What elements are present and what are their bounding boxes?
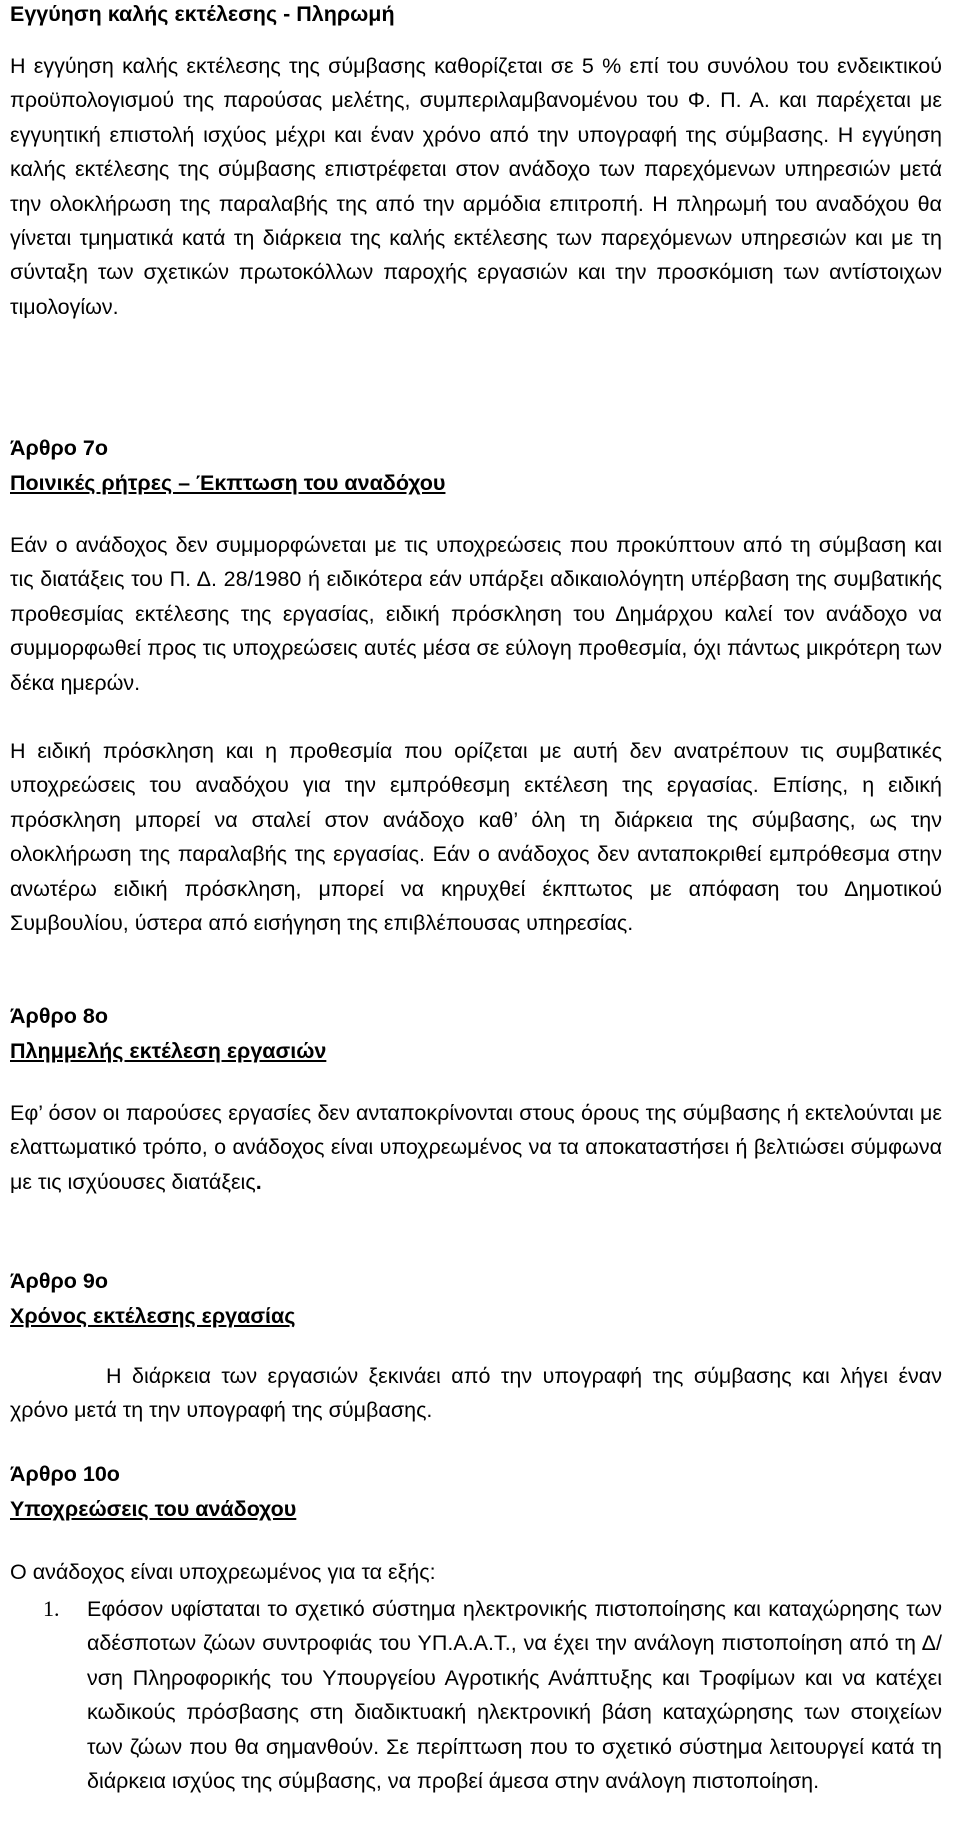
article-8-final-period: . [255, 1169, 262, 1194]
article-9-number: Άρθρο 9ο [10, 1269, 108, 1293]
list-item-number: 1. [43, 1596, 60, 1621]
article-8-number: Άρθρο 8ο [10, 1004, 108, 1028]
article-10-intro: Ο ανάδοχος είναι υποχρεωμένος για τα εξής: [10, 1560, 436, 1584]
article-9-paragraph: Η διάρκεια των εργασιών ξεκινάει από την υπογραφή της σύμβασης και λήγει έναν χρόνο μετά τη την υπογραφή της σύμβασης. [10, 1364, 942, 1423]
article-7-number: Άρθρο 7ο [10, 436, 108, 460]
article-7-paragraph-1: Εάν ο ανάδοχος δεν συμμορφώνεται με τις υποχρεώσεις που προκύπτουν από τη σύμβαση και τις διατάξεις του Π. Δ. 28/1980 ή ειδικότερα εάν υπάρξει αδικαιολόγητη υπέρβαση της συμβατικής προθεσμίας εκτέλεσης της εργασίας, ειδική πρόσκληση του Δημάρχου καλεί τον ανάδοχο να συμμορφωθεί προς τις υποχρεώσεις αυτές μέσα σε εύλογη προθεσμία, όχι πάντως μικρότερη των δέκα ημερών. [10, 533, 942, 695]
list-item-text: Εφόσον υφίσταται το σχετικό σύστημα ηλεκτρονικής πιστοποίησης και καταχώρησης των αδέσποτων ζώων συντροφιάς του ΥΠ.Α.Α.Τ., να έχει την ανάλογη πιστοποίηση από τη Δ/νση Πληροφορικής του Υπουργείου Αγροτικής Ανάπτυξης και Τροφίμων και να κατέχει κωδικούς πρόσβασης στη διαδικτυακή ηλεκτρονική βάση καταχώρησης των στοιχείων των ζώων που θα σημανθούν. Σε περίπτωση που το σχετικό σύστημα λειτουργεί κατά τη διάρκεια ισχύος της σύμβασης, να προβεί άμεσα στην ανάλογη πιστοποίηση. [87, 1597, 942, 1794]
article-10-number: Άρθρο 10ο [10, 1462, 120, 1486]
article-8-paragraph-text: Εφ’ όσον οι παρούσες εργασίες δεν ανταποκρίνονται στους όρους της σύμβασης ή εκτελούνται με ελαττωματικό τρόπο, ο ανάδοχος είναι υποχρεωμένος να τα αποκαταστήσει ή βελτιώσει σύμφωνα με τις ισχύουσες διατάξεις [10, 1101, 942, 1194]
article-8-title: Πλημμελής εκτέλεση εργασιών [10, 1039, 327, 1063]
section-title: Εγγύηση καλής εκτέλεσης - Πληρωμή [10, 2, 395, 26]
article-7-paragraph-2: Η ειδική πρόσκληση και η προθεσμία που ορίζεται με αυτή δεν ανατρέπουν τις συμβατικές υποχρεώσεις του αναδόχου για την εμπρόθεσμη εκτέλεση της εργασίας. Επίσης, η ειδική πρόσκληση μπορεί να σταλεί στον ανάδοχο καθ’ όλη τη διάρκεια της σύμβασης, ως την ολοκλήρωση της παραλαβής της εργασίας. Εάν ο ανάδοχος δεν ανταποκριθεί εμπρόθεσμα στην ανωτέρω ειδική πρόσκληση, μπορεί να κηρυχθεί έκπτωτος με απόφαση του Δημοτικού Συμβουλίου, ύστερα από εισήγηση της επιβλέπουσας υπηρεσίας. [10, 739, 942, 936]
article-7-title: Ποινικές ρήτρες – Έκπτωση του αναδόχου [10, 471, 446, 495]
article-8-paragraph [10, 1096, 942, 1199]
article-10-title: Υποχρεώσεις του ανάδοχου [10, 1497, 297, 1521]
article-9-title: Χρόνος εκτέλεσης εργασίας [10, 1304, 296, 1328]
obligations-list-item [10, 1592, 942, 1798]
guarantee-paragraph: Η εγγύηση καλής εκτέλεσης της σύμβασης καθορίζεται σε 5 % επί του συνόλου του ενδεικτικού προϋπολογισμού της παρούσας μελέτης, συμπεριλαμβανομένου του Φ. Π. Α. και παρέχεται με εγγυητική επιστολή ισχύος μέχρι και έναν χρόνο από την υπογραφή της σύμβασης. Η εγγύηση καλής εκτέλεσης της σύμβασης επιστρέφεται στον ανάδοχο των παρεχόμενων υπηρεσιών μετά την ολοκλήρωση της παραλαβής της από την αρμόδια επιτροπή. Η πληρωμή του αναδόχου θα γίνεται τμηματικά κατά τη διάρκεια της καλής εκτέλεσης των παρεχόμενων υπηρεσιών και με τη σύνταξη των σχετικών πρωτοκόλλων παροχής εργασιών και την προσκόμιση των αντίστοιχων τιμολογίων. [10, 54, 942, 319]
